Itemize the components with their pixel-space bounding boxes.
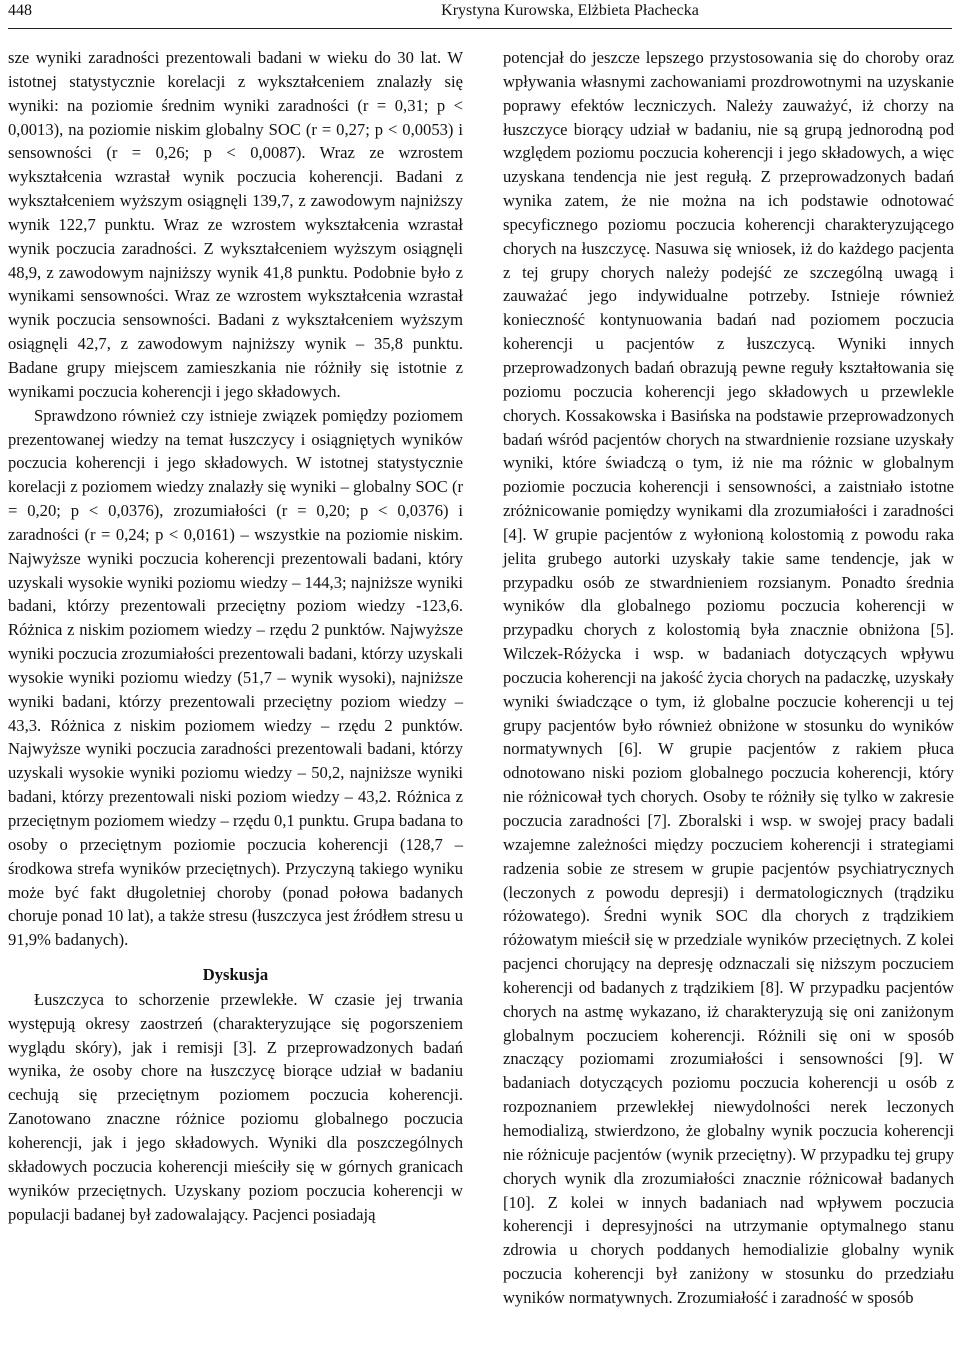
page-number: 448 xyxy=(8,2,32,19)
left-paragraph-1: sze wyniki zaradności prezentowali badani w wieku do 30 lat. W istotnej statystycznie korelacji z wykształceniem znalazły się wyniki: na poziomie średnim wyniki zaradności (r = 0,31; p < 0,0013), na poziomie niskim globalny SOC (r = 0,27; p < 0,0053) i sensowności (r = 0,26; p < 0,0087). Wraz ze wzrostem wykształcenia wzrastał wynik poczucia koherencji. Badani z wykształceniem wyższym osiągnęli 139,7, z zawodowym najniższy wynik 122,7 punktu. Wraz ze wzrostem wykształcenia wzrastał wynik poczucia zaradności. Z wykształceniem wyższym osiągnęli 48,9, z zawodowym najniższy wynik 41,8 punktu. Podobnie było z wynikami sensowności. Wraz ze wzrostem wykształcenia wzrastał wynik poczucia sensowności. Badani z wykształceniem wyższym osiągnęli 42,7, z zawodowym najniższy wynik – 35,8 punktu. Badane grupy miejscem zamieszkania nie różniły się istotnie z wynikami poczucia koherencji i jego składowych. xyxy=(8,48,463,401)
left-column xyxy=(8,46,463,1226)
right-column xyxy=(503,46,954,1310)
left-paragraph-2: Sprawdzono również czy istnieje związek pomiędzy poziomem prezentowanej wiedzy na temat łuszczycy i osiągniętych wyników poczucia koherencji i jego składowych. W istotnej statystycznie korelacji z poziomem wiedzy znalazły się wyniki – globalny SOC (r = 0,20; p < 0,0376), zrozumiałości (r = 0,20; p < 0,0376) i zaradności (r = 0,24; p < 0,0161) – wszystkie na poziomie niskim. Najwyższe wyniki poczucia koherencji prezentowali badani, który uzyskali wysokie wyniki poziomu wiedzy – 144,3; najniższe wyniki badani, którzy prezentowali przeciętny poziom wiedzy -123,6. Różnica z niskim poziomem wiedzy – rzędu 2 punktów. Najwyższe wyniki poczucia zrozumiałości prezentowali badani, którzy uzyskali wysokie wyniki poziomu wiedzy (51,7 – wynik wysoki), najniższe wyniki badani, którzy prezentowali przeciętny poziom wiedzy – 43,3. Różnica z niskim poziomem wiedzy – rzędu 2 punktów. Najwyższe wyniki poczucia zaradności prezentowali badani, którzy uzyskali wysokie wyniki poziomu wiedzy – 50,2, najniższe wyniki badani, którzy prezentowali niski poziom wiedzy – 43,2. Różnica z przeciętnym poziomem wiedzy – rzędu 0,1 punktu. Grupa badana to osoby o przeciętnym poziomie poczucia koherencji (128,7 – środkowa strefa wyników przeciętnych). Przyczyną takiego wyniku może być fakt długoletniej choroby (ponad połowa badanych choruje ponad 10 lat), a także stresu (łuszczyca jest źródłem stresu u 91,9% badanych). xyxy=(8,405,463,950)
page-header xyxy=(0,0,960,36)
section-heading-dyskusja: Dyskusja xyxy=(202,965,269,985)
header-rule xyxy=(8,28,952,29)
right-paragraph-1: potencjał do jeszcze lepszego przystosowania się do choroby oraz wpływania własnymi zachowaniami prozdrowotnymi na uzyskanie poprawy efektów leczniczych. Należy zauważyć, iż chorzy na łuszczyce biorący udział w badaniu, nie są grupą jednorodną pod względem poziomu poczucia koherencji i jego składowych, a więc uzyskana tendencja nie jest regułą. Z przeprowadzonych badań wynika zatem, że nie można na ich podstawie odnotować specyficznego poziomu poczucia koherencji charakteryzującego chorych na łuszczycę. Nasuwa się wniosek, iż do każdego pacjenta z tej grupy chorych należy podejść ze szczególną uwagą i zauważać jego indywidualne potrzeby. Istnieje również konieczność kontynuowania badań nad poziomem poczucia koherencji u pacjentów z łuszczycą. Wyniki innych przeprowadzonych badań obrazują pewne reguły kształtowania się poziomu poczucia koherencji jego składowych u przewlekle chorych. Kossakowska i Basińska na podstawie przeprowadzonych badań wśród pacjentów chorych na stwardnienie rozsiane uzyskały wyniki, które świadczą o tym, iż nie ma różnic w globalnym poziomie poczucia koherencji i sensowności, a zaistniało istotne zróżnicowanie pomiędzy wynikami dla zrozumiałości i zaradności [4]. W grupie pacjentów z wyłonioną kolostomią z powodu raka jelita grubego autorki uzyskały takie same tendencje, jak w przypadku osób ze stwardnieniem rozsianym. Ponadto średnia wyników dla globalnego poziomu poczucia koherencji w przypadku chorych z kolostomią była znacznie obniżona [5]. Wilczek-Różycka i wsp. w badaniach dotyczących wpływu poczucia koherencji na jakość życia chorych na padaczkę, uzyskały wyniki świadczące o tym, iż globalne poczucie koherencji u tej grupy pacjentów było również obniżone w stosunku do wyników normatywnych [6]. W grupie pacjentów z rakiem płuca odnotowano niski poziom globalnego poczucia koherencji, który nie różnicował tych chorych. Osoby te różniły się tylko w zakresie poczucia zaradności [7]. Zboralski i wsp. w swojej pracy badali wzajemne zależności między poczuciem koherencji i strategiami radzenia sobie ze stresem w grupie pacjentów psychiatrycznych (leczonych z powodu depresji) i dermatologicznych (trądziku różowatego). Średni wynik SOC dla chorych z trądzikiem różowatym mieścił się w przedziale wyników przeciętnych. Z kolei pacjenci chorujący na depresję odznaczali się niższym poczuciem koherencji od badanych z trądzikiem [8]. W przypadku pacjentów chorych na astmę wykazano, iż charakteryzują się oni zaniżonym globalnym poczuciem koherencji. Różnili się oni w sposób znaczący poziomami zrozumiałości i sensowności [9]. W badaniach dotyczących poziomu poczucia koherencji u osób z rozpoznaniem przewlekłej niewydolności nerek leczonych hemodializą, stwierdzono, że globalny wynik poczucia koherencji nie różnicuje pacjentów (wynik przeciętny). W przypadku tej grupy chorych wynik dla zrozumiałości znacznie różnicował badanych [10]. Z kolei w innych badaniach nad wpływem poczucia koherencji i depresyjności na utrzymanie optymalnego stanu zdrowia u chorych poddanych hemodializie globalny wynik poczucia koherencji był zaniżony w stosunku do przedziału wyników normatywnych. Zrozumiałość i zaradność w sposób xyxy=(503,48,954,1307)
left-paragraph-3: Łuszczyca to schorzenie przewlekłe. W czasie jej trwania występują okresy zaostrzeń (charakteryzujące się pogorszeniem wyglądu skóry), jak i remisji [3]. Z przeprowadzonych badań wynika, że osoby chore na łuszczycę biorące udział w badaniu cechują się przeciętnym poziomem poczucia koherencji. Zanotowano znaczne różnice poziomu globalnego poczucia koherencji, jak i jego składowych. Wyniki dla poszczególnych składowych poczucia koherencji mieściły się w górnych granicach wyników przeciętnych. Uzyskany poziom poczucia koherencji w populacji badanej był zadowalający. Pacjenci posiadają xyxy=(8,989,463,1224)
running-head: Krystyna Kurowska, Elżbieta Płachecka xyxy=(441,2,699,19)
